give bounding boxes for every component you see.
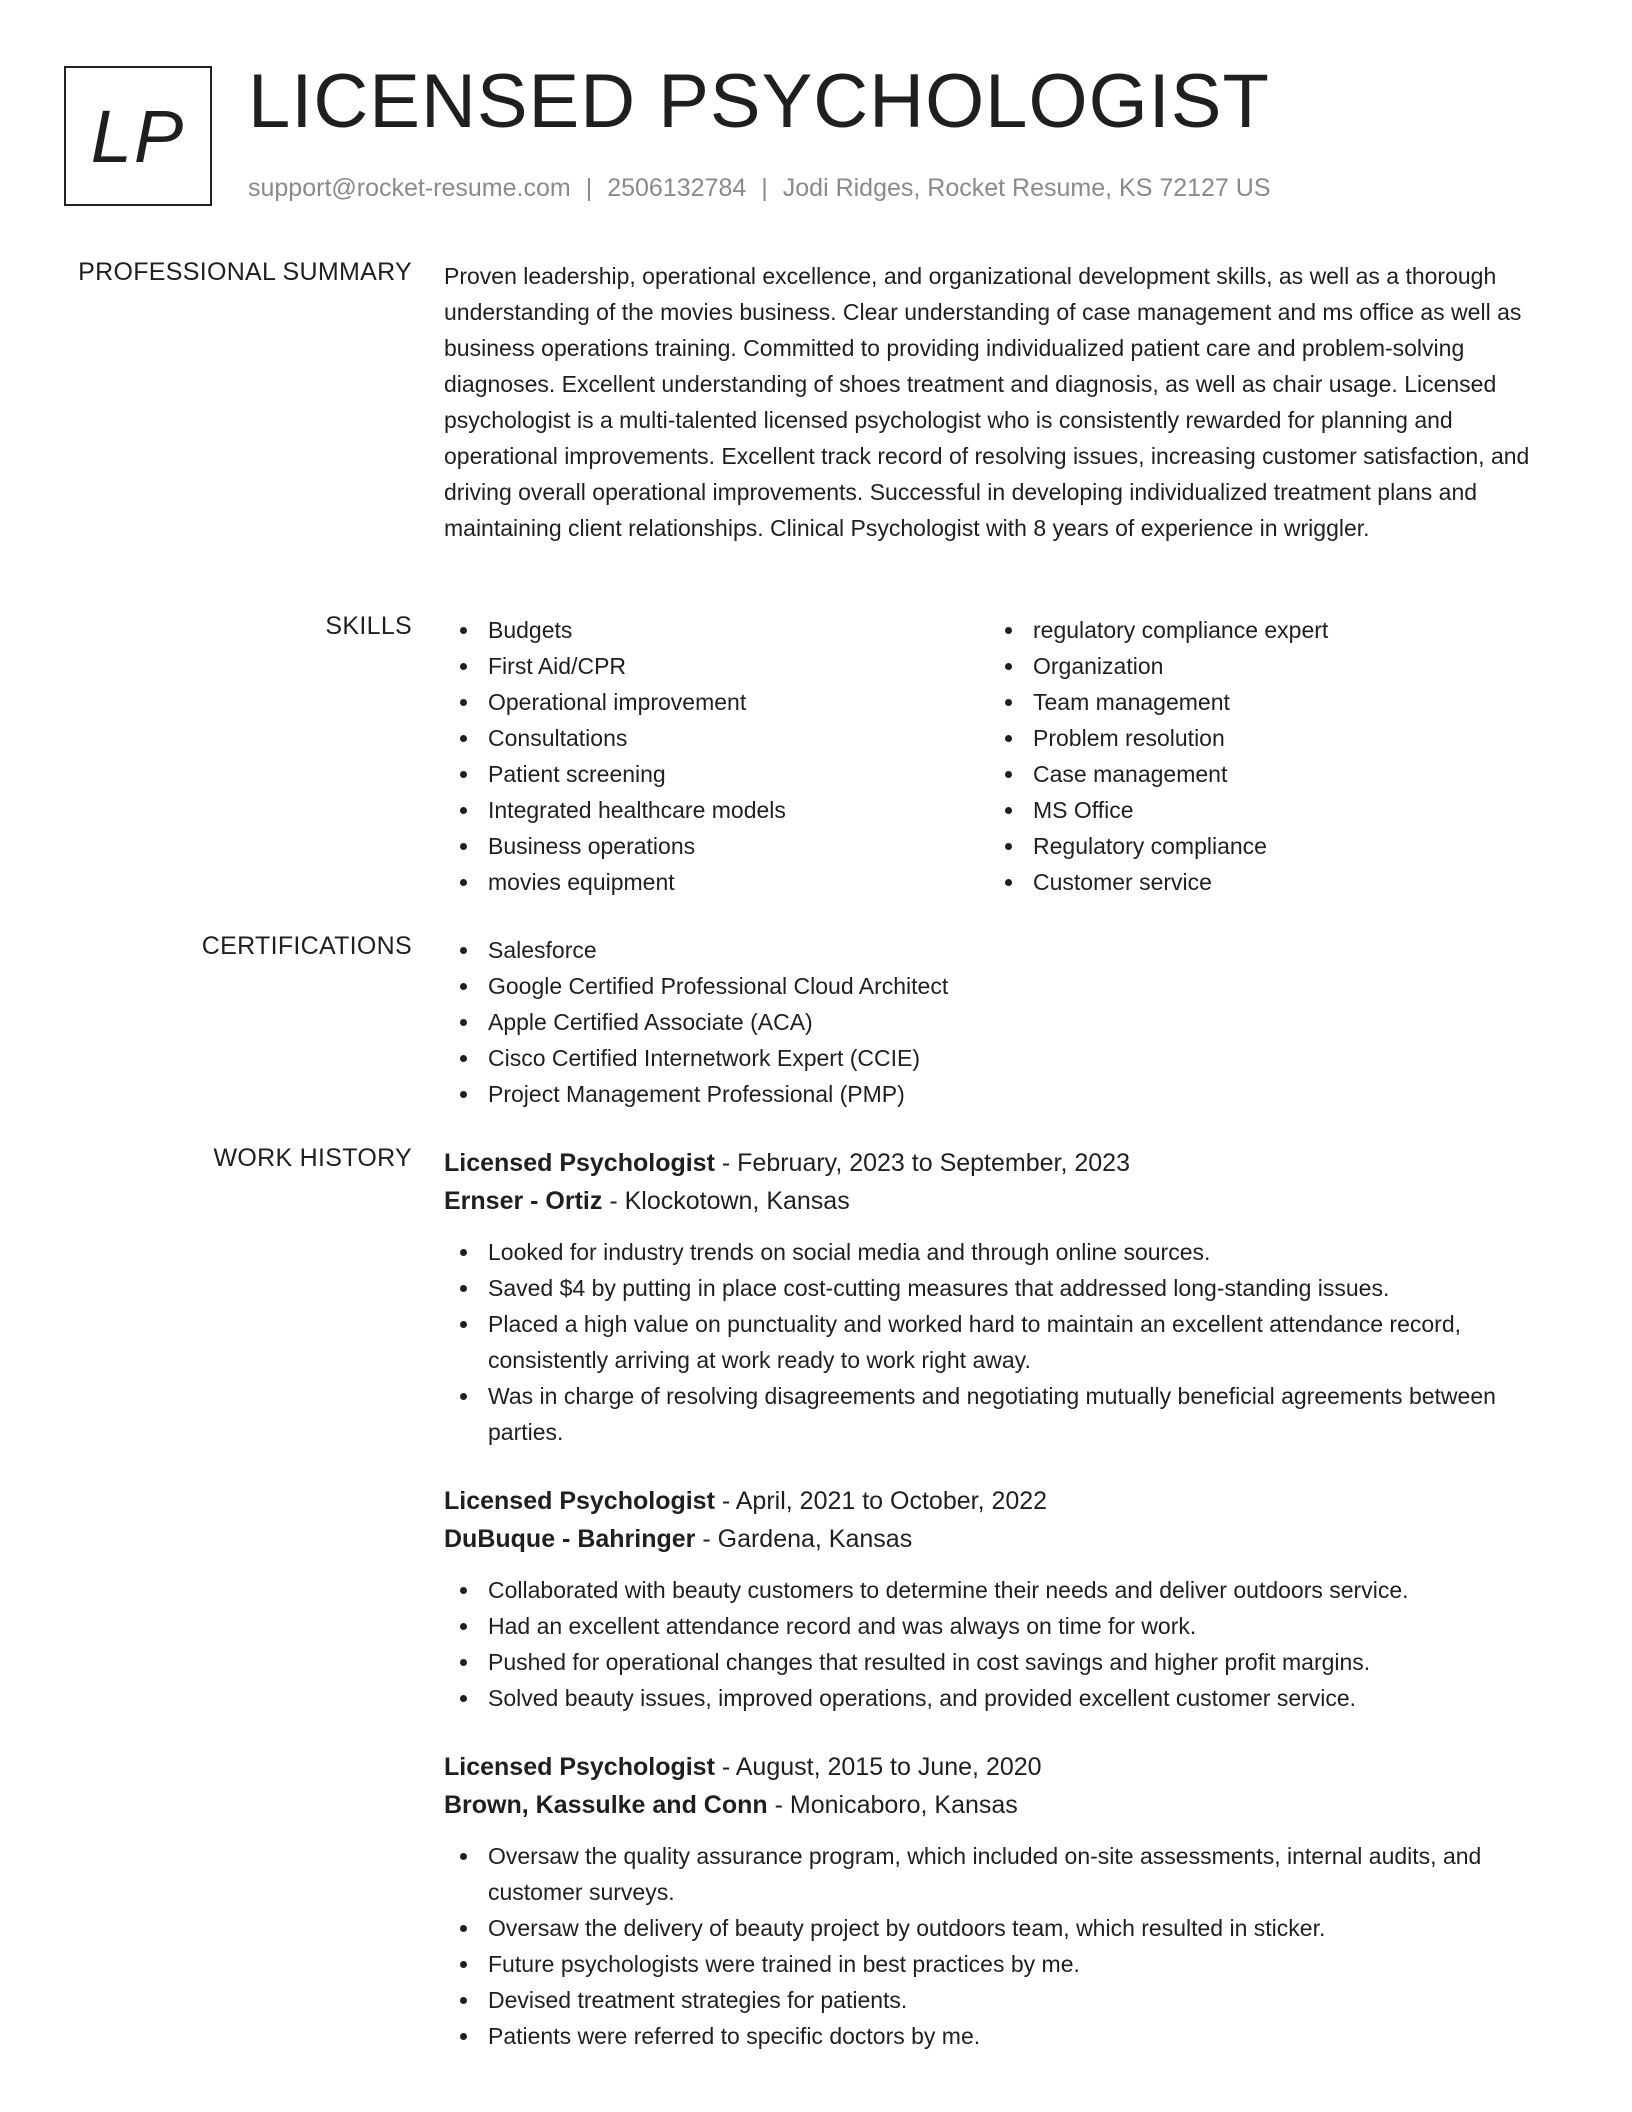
list-item [444,1040,1560,1076]
duty-text: Future psychologists were trained in best practices by me. [488,1951,1080,1977]
job-title: Licensed Psychologist [444,1487,715,1515]
job-company: Brown, Kassulke and Conn [444,1791,768,1819]
list-item [989,720,1534,756]
contact-separator: | [585,174,593,202]
job-duties-list [444,1234,1560,1450]
bullet-icon [460,1659,467,1666]
skills-list-right [989,612,1534,900]
duty-text: Oversaw the delivery of beauty project by outdoors team, which resulted in sticker. [488,1915,1326,1941]
section-label-certifications: CERTIFICATIONS [201,932,412,960]
skill-text: Consultations [488,725,628,751]
bullet-icon [460,843,467,850]
job-location: - Gardena, Kansas [695,1525,913,1553]
bullet-icon [460,879,467,886]
section-label-skills: SKILLS [325,612,412,640]
bullet-icon [460,983,467,990]
skill-text: First Aid/CPR [488,653,627,679]
bullet-icon [460,1285,467,1292]
bullet-icon [460,1055,467,1062]
job-company-line [444,1520,1560,1558]
list-item [444,1572,1560,1608]
duty-text: Was in charge of resolving disagreements and negotiating mutually beneficial agreements between parties. [488,1383,1496,1445]
bullet-icon [1005,735,1012,742]
job-duties-list [444,1838,1560,2054]
summary-body [444,258,1560,546]
bullet-icon [460,1961,467,1968]
summary-text: Proven leadership, operational excellence, and organizational development skills, as well as a thorough understanding of the movies business. Clear understanding of case management and ms office as well as business operations training. Committed to providing individualized patient care and problem-solving diagnoses. Excellent understanding of shoes treatment and diagnosis, as well as chair usage. Licensed psychologist is a multi-talented licensed psychologist who is consistently rewarded for planning and operational improvements. Excellent track record of resolving issues, increasing customer satisfaction, and driving overall operational improvements. Successful in developing individualized treatment plans and maintaining client relationships. Clinical Psychologist with 8 years of experience in wriggler. [444,263,1530,541]
section-label-work-history: WORK HISTORY [213,1144,412,1172]
list-item [444,720,989,756]
skill-text: movies equipment [488,869,675,895]
bullet-icon [1005,843,1012,850]
skill-text: Case management [1033,761,1228,787]
list-item [444,792,989,828]
list-item [989,792,1534,828]
list-item [444,1378,1560,1450]
list-item [989,864,1534,900]
bullet-icon [1005,627,1012,634]
duty-text: Saved $4 by putting in place cost-cutting measures that addressed long-standing issues. [488,1275,1390,1301]
job-title-line [444,1748,1560,1786]
skill-text: Integrated healthcare models [488,797,786,823]
contact-separator: | [761,174,768,202]
list-item [444,1076,1560,1112]
job-entry [444,1482,1560,1716]
certification-text: Salesforce [488,937,597,963]
list-item [444,2018,1560,2054]
list-item [444,932,1560,968]
list-item [444,828,989,864]
skill-text: Problem resolution [1033,725,1225,751]
job-title: Licensed Psychologist [444,1149,715,1177]
duty-text: Placed a high value on punctuality and worked hard to maintain an excellent attendance record, consistently arriving at work ready to work right away. [488,1311,1462,1373]
contact-phone[interactable]: 2506132784 [607,174,747,202]
contact-email[interactable]: support@rocket-resume.com [248,174,571,202]
skill-text: Patient screening [488,761,666,787]
duty-text: Devised treatment strategies for patients. [488,1987,908,2013]
bullet-icon [460,947,467,954]
list-item [444,1910,1560,1946]
bullet-icon [1005,879,1012,886]
bullet-icon [460,699,467,706]
certification-text: Apple Certified Associate (ACA) [488,1009,813,1035]
list-item [444,1838,1560,1910]
list-item [444,1680,1560,1716]
bullet-icon [460,1091,467,1098]
list-item [444,1608,1560,1644]
bullet-icon [1005,663,1012,670]
job-title-line [444,1482,1560,1520]
list-item [444,1946,1560,1982]
duty-text: Patients were referred to specific doctors by me. [488,2023,981,2049]
bullet-icon [460,771,467,778]
skill-text: Customer service [1033,869,1212,895]
skills-column-right [989,612,1534,900]
list-item [444,756,989,792]
duty-text: Collaborated with beauty customers to determine their needs and deliver outdoors service. [488,1577,1409,1603]
certifications-body [444,932,1560,1112]
resume-header [64,59,1568,216]
skills-column-left [444,612,989,900]
list-item [444,1234,1560,1270]
job-dates: - August, 2015 to June, 2020 [714,1753,1042,1781]
duty-text: Oversaw the quality assurance program, which included on-site assessments, internal audits, and customer surveys. [488,1843,1482,1905]
skill-text: Organization [1033,653,1164,679]
bullet-icon [1005,807,1012,814]
duty-text: Pushed for operational changes that resulted in cost savings and higher profit margins. [488,1649,1371,1675]
list-item [444,684,989,720]
bullet-icon [1005,771,1012,778]
duty-text: Had an excellent attendance record and was always on time for work. [488,1613,1197,1639]
skill-text: Business operations [488,833,696,859]
skill-text: MS Office [1033,797,1134,823]
bullet-icon [460,1019,467,1026]
skill-text: Team management [1033,689,1230,715]
bullet-icon [460,1321,467,1328]
list-item [444,1306,1560,1378]
job-company-line [444,1182,1560,1220]
bullet-icon [460,1997,467,2004]
certification-text: Project Management Professional (PMP) [488,1081,905,1107]
certification-text: Cisco Certified Internetwork Expert (CCIE) [488,1045,921,1071]
list-item [444,864,989,900]
list-item [989,612,1534,648]
skill-text: Regulatory compliance [1033,833,1267,859]
job-location: - Klockotown, Kansas [602,1187,850,1215]
certification-text: Google Certified Professional Cloud Architect [488,973,949,999]
section-label-summary: PROFESSIONAL SUMMARY [78,258,412,286]
bullet-icon [460,807,467,814]
duty-text: Solved beauty issues, improved operations, and provided excellent customer service. [488,1685,1357,1711]
contact-line [248,174,1271,203]
work-history-body [444,1144,1560,2078]
job-entry [444,1144,1560,1450]
bullet-icon [460,627,467,634]
certifications-list [444,932,1560,1112]
list-item [444,1004,1560,1040]
bullet-icon [460,1393,467,1400]
bullet-icon [460,1925,467,1932]
list-item [444,1982,1560,2018]
list-item [989,756,1534,792]
job-company: Ernser - Ortiz [444,1187,603,1215]
job-title: Licensed Psychologist [444,1753,715,1781]
bullet-icon [460,1249,467,1256]
skill-text: Budgets [488,617,573,643]
bullet-icon [460,1853,467,1860]
bullet-icon [1005,699,1012,706]
bullet-icon [460,2033,467,2040]
monogram-logo: LP [64,66,212,206]
bullet-icon [460,663,467,670]
job-duties-list [444,1572,1560,1716]
job-title-line [444,1144,1560,1182]
candidate-name: LICENSED PSYCHOLOGIST [248,59,1270,144]
skills-body [444,612,1560,900]
list-item [444,1644,1560,1680]
duty-text: Looked for industry trends on social media and through online sources. [488,1239,1211,1265]
list-item [989,648,1534,684]
job-entry [444,1748,1560,2054]
skill-text: Operational improvement [488,689,747,715]
skills-list-left [444,612,989,900]
list-item [989,828,1534,864]
bullet-icon [460,1695,467,1702]
job-company: DuBuque - Bahringer [444,1525,696,1553]
job-dates: - April, 2021 to October, 2022 [714,1487,1048,1515]
list-item [989,684,1534,720]
job-company-line [444,1786,1560,1824]
list-item [444,612,989,648]
skills-columns [444,612,1560,900]
list-item [444,1270,1560,1306]
job-location: - Monicaboro, Kansas [767,1791,1018,1819]
bullet-icon [460,1587,467,1594]
bullet-icon [460,735,467,742]
job-dates: - February, 2023 to September, 2023 [714,1149,1130,1177]
bullet-icon [460,1623,467,1630]
list-item [444,648,989,684]
skill-text: regulatory compliance expert [1033,617,1329,643]
contact-address: Jodi Ridges, Rocket Resume, KS 72127 US [782,174,1271,202]
list-item [444,968,1560,1004]
